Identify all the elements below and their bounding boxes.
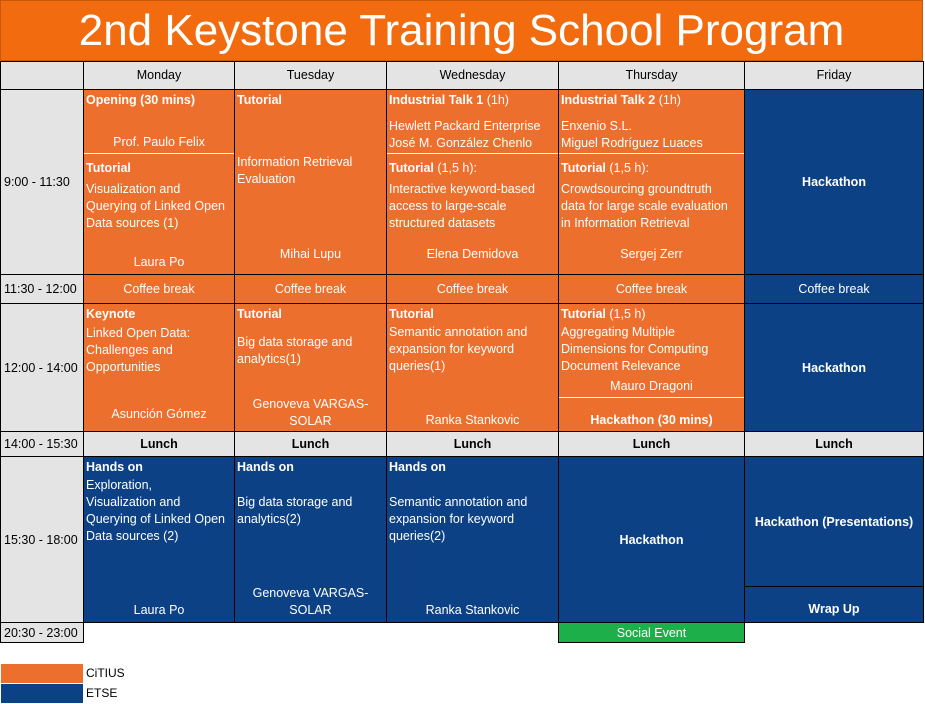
day-header-wednesday: Wednesday bbox=[386, 61, 559, 90]
industrial-talk-heading bbox=[561, 92, 742, 109]
thursday-afternoon-hackathon: Hackathon bbox=[558, 456, 745, 623]
session-speaker: Mihai Lupu bbox=[279, 247, 342, 261]
session-speaker: Genoveva VARGAS- bbox=[252, 397, 369, 411]
session-title: Hands on bbox=[389, 460, 446, 474]
tutorial-title: Tutorial bbox=[561, 161, 606, 175]
tutorial-title: Tutorial bbox=[86, 161, 131, 175]
time-slot-5: 15:30 - 18:00 bbox=[0, 456, 84, 623]
tutorial-line: Interactive keyword-based bbox=[389, 182, 535, 196]
session-speaker: Genoveva VARGAS- bbox=[252, 586, 369, 600]
tutorial-line: structured datasets bbox=[389, 216, 496, 230]
session-speaker: Asunción Gómez bbox=[111, 407, 207, 421]
session-line: Querying of Linked Open bbox=[86, 512, 225, 526]
session-title: Tutorial bbox=[237, 307, 282, 321]
session-line: Evaluation bbox=[237, 172, 296, 186]
session-line: expansion for keyword bbox=[389, 342, 515, 356]
tutorial-title: Tutorial bbox=[389, 161, 434, 175]
divider bbox=[559, 153, 744, 154]
session-speaker: Laura Po bbox=[133, 603, 185, 617]
session-speaker: Ranka Stankovic bbox=[425, 413, 520, 427]
session-title: Tutorial bbox=[237, 93, 282, 107]
legend-swatch-citius bbox=[1, 664, 83, 683]
session-speaker: Laura Po bbox=[133, 255, 185, 269]
talk-title: Industrial Talk 1 bbox=[389, 93, 484, 107]
wednesday-morning-session bbox=[386, 89, 559, 275]
tuesday-afternoon-handson bbox=[234, 456, 387, 623]
session-line: Big data storage and bbox=[237, 335, 353, 349]
session-line: Dimensions for Computing bbox=[561, 342, 709, 356]
tutorial-line: data for large scale evaluation bbox=[561, 199, 728, 213]
session-line: Semantic annotation and bbox=[389, 325, 528, 339]
session-line: Data sources (2) bbox=[86, 529, 179, 543]
page-title: 2nd Keystone Training School Program bbox=[0, 0, 923, 61]
session-speaker: Sergej Zerr bbox=[620, 247, 683, 261]
time-slot-4: 14:00 - 15:30 bbox=[0, 431, 84, 457]
tutorial-duration: (1,5 h): bbox=[605, 161, 649, 175]
friday-morning-hackathon: Hackathon bbox=[744, 89, 924, 275]
talk-line: José M. González Chenlo bbox=[389, 136, 533, 150]
lunch-wednesday: Lunch bbox=[386, 431, 559, 457]
monday-afternoon-handson bbox=[83, 456, 235, 623]
divider bbox=[84, 153, 234, 154]
tutorial-line: Crowdsourcing groundtruth bbox=[561, 182, 712, 196]
tutorial-heading bbox=[561, 306, 742, 323]
day-header-thursday: Thursday bbox=[558, 61, 745, 90]
wednesday-afternoon-handson bbox=[386, 456, 559, 623]
session-line: analytics(1) bbox=[237, 352, 301, 366]
divider bbox=[387, 153, 558, 154]
session-line: Challenges and bbox=[86, 343, 173, 357]
tutorial-line: access to large-scale bbox=[389, 199, 507, 213]
session-line: Document Relevance bbox=[561, 359, 681, 373]
tutorial-duration: (1,5 h): bbox=[433, 161, 477, 175]
coffee-break-thursday: Coffee break bbox=[558, 274, 745, 304]
tuesday-morning-session bbox=[234, 89, 387, 275]
talk-line: Miguel Rodríguez Luaces bbox=[561, 136, 703, 150]
divider bbox=[559, 397, 744, 398]
session-duration: (1,5 h) bbox=[605, 307, 646, 321]
friday-hackathon-presentations: Hackathon (Presentations) bbox=[744, 456, 924, 587]
tutorial-line: Data sources (1) bbox=[86, 216, 179, 230]
session-line: Exploration, bbox=[86, 478, 153, 492]
talk-line: Hewlett Packard Enterprise bbox=[389, 119, 541, 133]
session-line: Aggregating Multiple bbox=[561, 325, 675, 339]
session-line: queries(2) bbox=[389, 529, 446, 543]
talk-duration: (1h) bbox=[655, 93, 681, 107]
thursday-midday-session bbox=[558, 303, 745, 432]
day-header-tuesday: Tuesday bbox=[234, 61, 387, 90]
day-header-friday: Friday bbox=[744, 61, 924, 90]
legend-label-citius: CiTIUS bbox=[86, 666, 125, 680]
header-corner bbox=[0, 61, 84, 90]
session-line: Linked Open Data: bbox=[86, 326, 191, 340]
lunch-thursday: Lunch bbox=[558, 431, 745, 457]
monday-morning-session bbox=[83, 89, 235, 275]
session-line: analytics(2) bbox=[237, 512, 301, 526]
tuesday-midday-session bbox=[234, 303, 387, 432]
session-title: Tutorial bbox=[389, 307, 434, 321]
opening-speaker: Prof. Paulo Felix bbox=[113, 135, 205, 149]
time-slot-1: 9:00 - 11:30 bbox=[0, 89, 84, 275]
coffee-break-friday: Coffee break bbox=[744, 274, 924, 304]
talk-title: Industrial Talk 2 bbox=[561, 93, 656, 107]
coffee-break-wednesday: Coffee break bbox=[386, 274, 559, 304]
session-speaker: SOLAR bbox=[289, 603, 332, 617]
lunch-friday: Lunch bbox=[744, 431, 924, 457]
day-header-monday: Monday bbox=[83, 61, 235, 90]
tutorial-heading bbox=[561, 160, 742, 177]
session-title: Tutorial bbox=[561, 307, 606, 321]
session-line: Big data storage and bbox=[237, 495, 353, 509]
session-line: Information Retrieval bbox=[237, 155, 353, 169]
friday-midday-hackathon: Hackathon bbox=[744, 303, 924, 432]
time-slot-2: 11:30 - 12:00 bbox=[0, 274, 84, 304]
session-speaker: SOLAR bbox=[289, 414, 332, 428]
session-line: Opportunities bbox=[86, 360, 161, 374]
legend-swatch-etse bbox=[1, 684, 83, 703]
session-line: queries(1) bbox=[389, 359, 446, 373]
monday-midday-keynote bbox=[83, 303, 235, 432]
tutorial-heading bbox=[389, 160, 556, 177]
session-title: Hands on bbox=[86, 460, 143, 474]
time-slot-6: 20:30 - 23:00 bbox=[0, 622, 84, 643]
talk-duration: (1h) bbox=[483, 93, 509, 107]
wednesday-midday-session bbox=[386, 303, 559, 432]
session-line: Visualization and bbox=[86, 495, 181, 509]
industrial-talk-heading bbox=[389, 92, 556, 109]
session-line: Semantic annotation and bbox=[389, 495, 528, 509]
social-event: Social Event bbox=[558, 622, 745, 643]
session-line: expansion for keyword bbox=[389, 512, 515, 526]
coffee-break-tuesday: Coffee break bbox=[234, 274, 387, 304]
friday-wrap-up: Wrap Up bbox=[744, 586, 924, 623]
talk-line: Enxenio S.L. bbox=[561, 119, 632, 133]
coffee-break-monday: Coffee break bbox=[83, 274, 235, 304]
tutorial-line: Visualization and bbox=[86, 182, 181, 196]
hackathon-30-label: Hackathon (30 mins) bbox=[590, 413, 713, 427]
session-speaker: Elena Demidova bbox=[426, 247, 519, 261]
session-speaker: Mauro Dragoni bbox=[610, 379, 693, 393]
legend-label-etse: ETSE bbox=[86, 686, 118, 700]
session-speaker: Ranka Stankovic bbox=[425, 603, 520, 617]
lunch-monday: Lunch bbox=[83, 431, 235, 457]
opening-title: Opening (30 mins) bbox=[86, 93, 196, 107]
thursday-morning-session bbox=[558, 89, 745, 275]
session-title: Hands on bbox=[237, 460, 294, 474]
session-title: Keynote bbox=[86, 307, 136, 321]
tutorial-line: in Information Retrieval bbox=[561, 216, 690, 230]
lunch-tuesday: Lunch bbox=[234, 431, 387, 457]
time-slot-3: 12:00 - 14:00 bbox=[0, 303, 84, 432]
tutorial-line: Querying of Linked Open bbox=[86, 199, 225, 213]
